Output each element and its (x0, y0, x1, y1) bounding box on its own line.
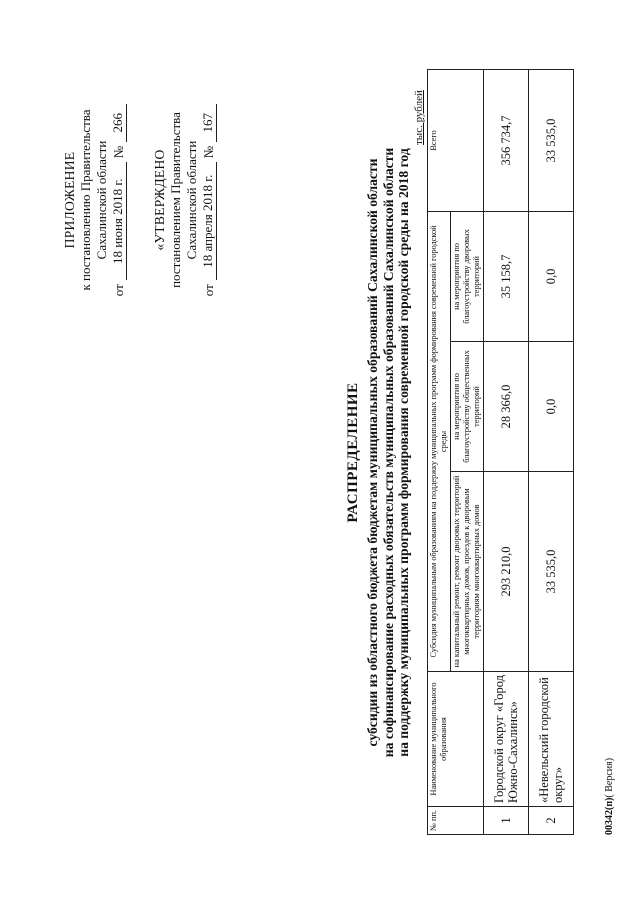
row-public: 0,0 (529, 342, 574, 472)
annex-title: ПРИЛОЖЕНИЕ (62, 151, 77, 249)
header-repair: на капитальный ремонт, ремонт дворовых территорий многоквартирных домов, проездов к дворовым территориям многоквартирных домов (451, 472, 484, 672)
footer-version: ( Версия) (604, 757, 615, 798)
annex-line-2: Сахалинской области (94, 140, 109, 260)
subtitle-line-3: на поддержку муниципальных программ формирования современной городской среды на 2018 год (396, 148, 411, 757)
annex-line-1: к постановлению Правительства (78, 109, 93, 291)
document-subtitle (365, 80, 412, 825)
annex-from-label: от (111, 284, 126, 297)
approved-number-label: № (201, 145, 216, 159)
table-row (529, 69, 574, 834)
distribution-table (427, 69, 574, 835)
document-title: РАСПРЕДЕЛЕНИЕ (345, 382, 361, 523)
row-yards: 0,0 (529, 211, 574, 341)
annex-number-label: № (111, 145, 126, 159)
row-num: 2 (529, 807, 574, 835)
annex-block (62, 80, 127, 320)
subtitle-line-2: на софинансирование расходных обязательств муниципальных образований Сахалинской области (380, 147, 396, 758)
row-repair: 293 210,0 (484, 472, 529, 672)
approved-date: 18 апреля 2018 г. (200, 162, 217, 280)
header-public: на мероприятия по благоустройству общественных территорий (451, 342, 484, 472)
header-yards: на мероприятия по благоустройству дворовых территорий (451, 211, 484, 341)
footer-code: 00342(п) (604, 797, 615, 835)
approved-title: «УТВЕРЖДЕНО (152, 149, 167, 251)
table-row (484, 69, 529, 834)
approved-block (152, 80, 217, 320)
approved-line-2: Сахалинской области (184, 140, 199, 260)
approved-number: 167 (200, 104, 217, 142)
row-yards: 35 158,7 (484, 211, 529, 341)
row-name: Городской округ «Город Южно-Сахалинск» (484, 672, 529, 807)
row-total: 33 535,0 (529, 69, 574, 211)
header-name: Наименование муниципального образования (428, 672, 484, 807)
annex-date-line (110, 80, 127, 320)
footer (604, 758, 615, 835)
approved-line-1: постановлением Правительства (168, 112, 183, 288)
units-label: тыс. рублей (413, 90, 425, 145)
annex-number: 266 (110, 104, 127, 142)
annex-date: 18 июня 2018 г. (110, 162, 127, 280)
row-num: 1 (484, 807, 529, 835)
header-total: Всего (428, 69, 484, 211)
header-num: № пп. (428, 807, 484, 835)
approved-from-label: от (201, 284, 216, 297)
row-repair: 33 535,0 (529, 472, 574, 672)
approved-date-line (200, 80, 217, 320)
row-public: 28 366,0 (484, 342, 529, 472)
subtitle-line-1: субсидии из областного бюджета бюджетам муниципальных образований Сахалинской области (365, 158, 380, 747)
row-total: 356 734,7 (484, 69, 529, 211)
header-subsidy-group: Субсидия муниципальным образованиям на поддержку муниципальных программ формирования современной городской среды (428, 211, 451, 671)
row-name: «Невельский городской округ» (529, 672, 574, 807)
